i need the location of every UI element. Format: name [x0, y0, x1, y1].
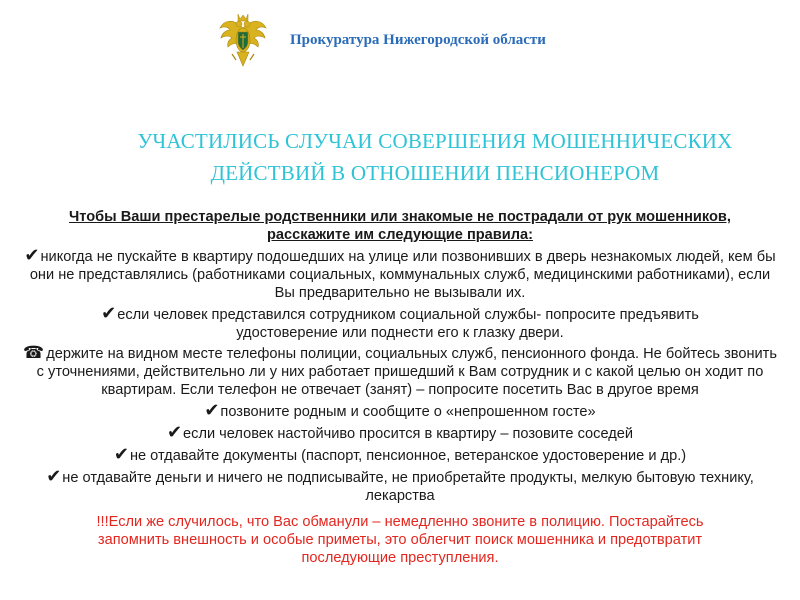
intro-line-2: расскажите им следующие правила: — [267, 227, 533, 243]
rule-text: держите на видном месте телефоны полиции, социальных служб, пенсионного фонда. Не бойтесь звонить с уточнениями, действительно ли у них работает пришедший к Вам сотрудник и с какой целью он ходит по квартирам. Если телефон не отвечает (занят) – попросите посетить Вас в другое время — [36, 346, 777, 398]
warning-text: !!!Если же случилось, что Вас обманули – немедленно звоните в полицию. Постарайтесь запомнить внешность и особые приметы, это облегчит поиск мошенника и предотвратит последующие преступления. — [96, 514, 704, 566]
rule-text: если человек настойчиво просится в квартиру – позовите соседей — [183, 426, 634, 442]
organization-name: Прокуратура Нижегородской области — [290, 32, 546, 48]
page-title — [60, 125, 800, 189]
rule-item — [22, 345, 778, 399]
header — [0, 8, 800, 72]
rule-text: не отдавайте документы (паспорт, пенсионное, ветеранское удостоверение и др.) — [129, 448, 687, 464]
checkmark-icon: ✔ — [166, 422, 183, 442]
phone-icon: ☎ — [23, 343, 45, 362]
rule-text: позвоните родным и сообщите о «непрошенном госте» — [220, 404, 596, 420]
prosecutor-emblem-icon — [218, 10, 268, 70]
rules-content — [22, 208, 778, 567]
rule-item — [22, 424, 778, 443]
rule-text: если человек представился сотрудником социальной службы- попросите предъявить удостоверение или поднести его к глазку двери. — [117, 307, 699, 341]
rule-item — [22, 247, 778, 302]
intro-text — [22, 208, 778, 244]
title-line-1: УЧАСТИЛИСЬ СЛУЧАИ СОВЕРШЕНИЯ МОШЕННИЧЕСКИХ — [137, 129, 733, 153]
rule-item — [22, 446, 778, 465]
rule-item — [22, 468, 778, 505]
checkmark-icon: ✔ — [113, 444, 129, 464]
intro-line-1: Чтобы Ваши престарелые родственники или знакомые не пострадали от рук мошенников, — [69, 209, 731, 225]
checkmark-icon: ✔ — [46, 466, 62, 486]
checkmark-icon: ✔ — [24, 245, 40, 265]
checkmark-icon: ✔ — [204, 400, 220, 420]
checkmark-icon: ✔ — [101, 303, 117, 323]
rule-item — [22, 402, 778, 421]
title-line-2: ДЕЙСТВИЙ В ОТНОШЕНИИ ПЕНСИОНЕРОМ — [210, 161, 660, 185]
rule-item — [22, 305, 778, 342]
rule-text: никогда не пускайте в квартиру подошедших на улице или позвонивших в дверь незнакомых людей, кем бы они не представлялись (работниками социальных, коммунальных служб, медицинскими работниками), если Вы предварительно не вызывали их. — [29, 249, 776, 301]
rule-text: не отдавайте деньги и ничего не подписывайте, не приобретайте продукты, мелкую бытовую технику, лекарства — [62, 470, 754, 504]
